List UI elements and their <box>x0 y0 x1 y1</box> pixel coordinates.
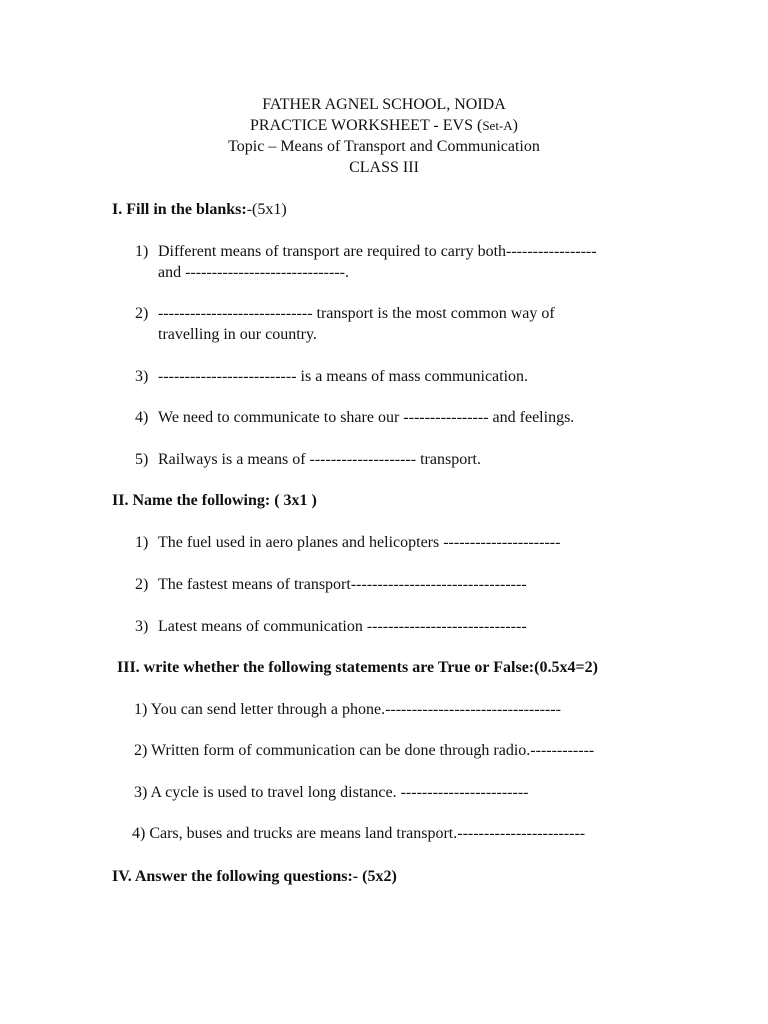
worksheet-title-main: PRACTICE WORKSHEET - EVS ( <box>250 117 483 134</box>
question-text: Different means of transport are required to carry both----------------- <box>158 243 597 260</box>
question-text: -------------------------- is a means of mass communication. <box>158 368 529 385</box>
section-1-marks: -(5x1) <box>246 201 287 218</box>
question-text-continued: and ------------------------------. <box>158 264 349 281</box>
worksheet-title-close: ) <box>512 117 518 134</box>
question-number: 2) <box>135 305 149 322</box>
question-number: 1) <box>135 243 149 260</box>
question-text-continued: travelling in our country. <box>158 326 317 343</box>
section-3-heading: III. write whether the following statements are True or False:(0.5x4=2) <box>117 659 598 676</box>
school-name: FATHER AGNEL SCHOOL, NOIDA <box>262 96 506 113</box>
section-4-marks: - (5x2) <box>352 868 397 885</box>
worksheet-topic: Topic – Means of Transport and Communication <box>228 138 540 155</box>
question-number: 4) <box>135 409 149 426</box>
question-text: Railways is a means of -------------------- transport. <box>158 451 481 468</box>
question-number: 2) <box>135 576 149 593</box>
question-text: ----------------------------- transport is the most common way of <box>158 305 555 322</box>
section-1-title: I. Fill in the blanks: <box>112 201 247 218</box>
question-number: 1) <box>135 534 149 551</box>
worksheet-title <box>0 115 768 136</box>
worksheet-header <box>0 94 768 178</box>
worksheet-class: CLASS III <box>349 159 419 176</box>
question-text: Latest means of communication ------------------------------ <box>158 618 527 635</box>
section-1-heading <box>112 199 287 220</box>
section-2-heading: II. Name the following: ( 3x1 ) <box>112 492 317 509</box>
question-number: 3) <box>135 618 149 635</box>
s3-statement-2: 2) Written form of communication can be done through radio.------------ <box>134 742 595 759</box>
question-text: The fastest means of transport--------------------------------- <box>158 576 527 593</box>
section-4-title: IV. Answer the following questions: <box>112 868 353 885</box>
question-text: We need to communicate to share our ---------------- and feelings. <box>158 409 575 426</box>
s3-statement-1: 1) You can send letter through a phone.--------------------------------- <box>134 701 561 718</box>
question-number: 3) <box>135 368 149 385</box>
s3-statement-3: 3) A cycle is used to travel long distance. ------------------------ <box>134 784 529 801</box>
worksheet-set: Set-A <box>482 118 513 133</box>
question-number: 5) <box>135 451 149 468</box>
question-text: The fuel used in aero planes and helicopters ---------------------- <box>158 534 561 551</box>
s3-statement-4: 4) Cars, buses and trucks are means land transport.------------------------ <box>132 825 586 842</box>
section-4-heading <box>112 866 397 887</box>
